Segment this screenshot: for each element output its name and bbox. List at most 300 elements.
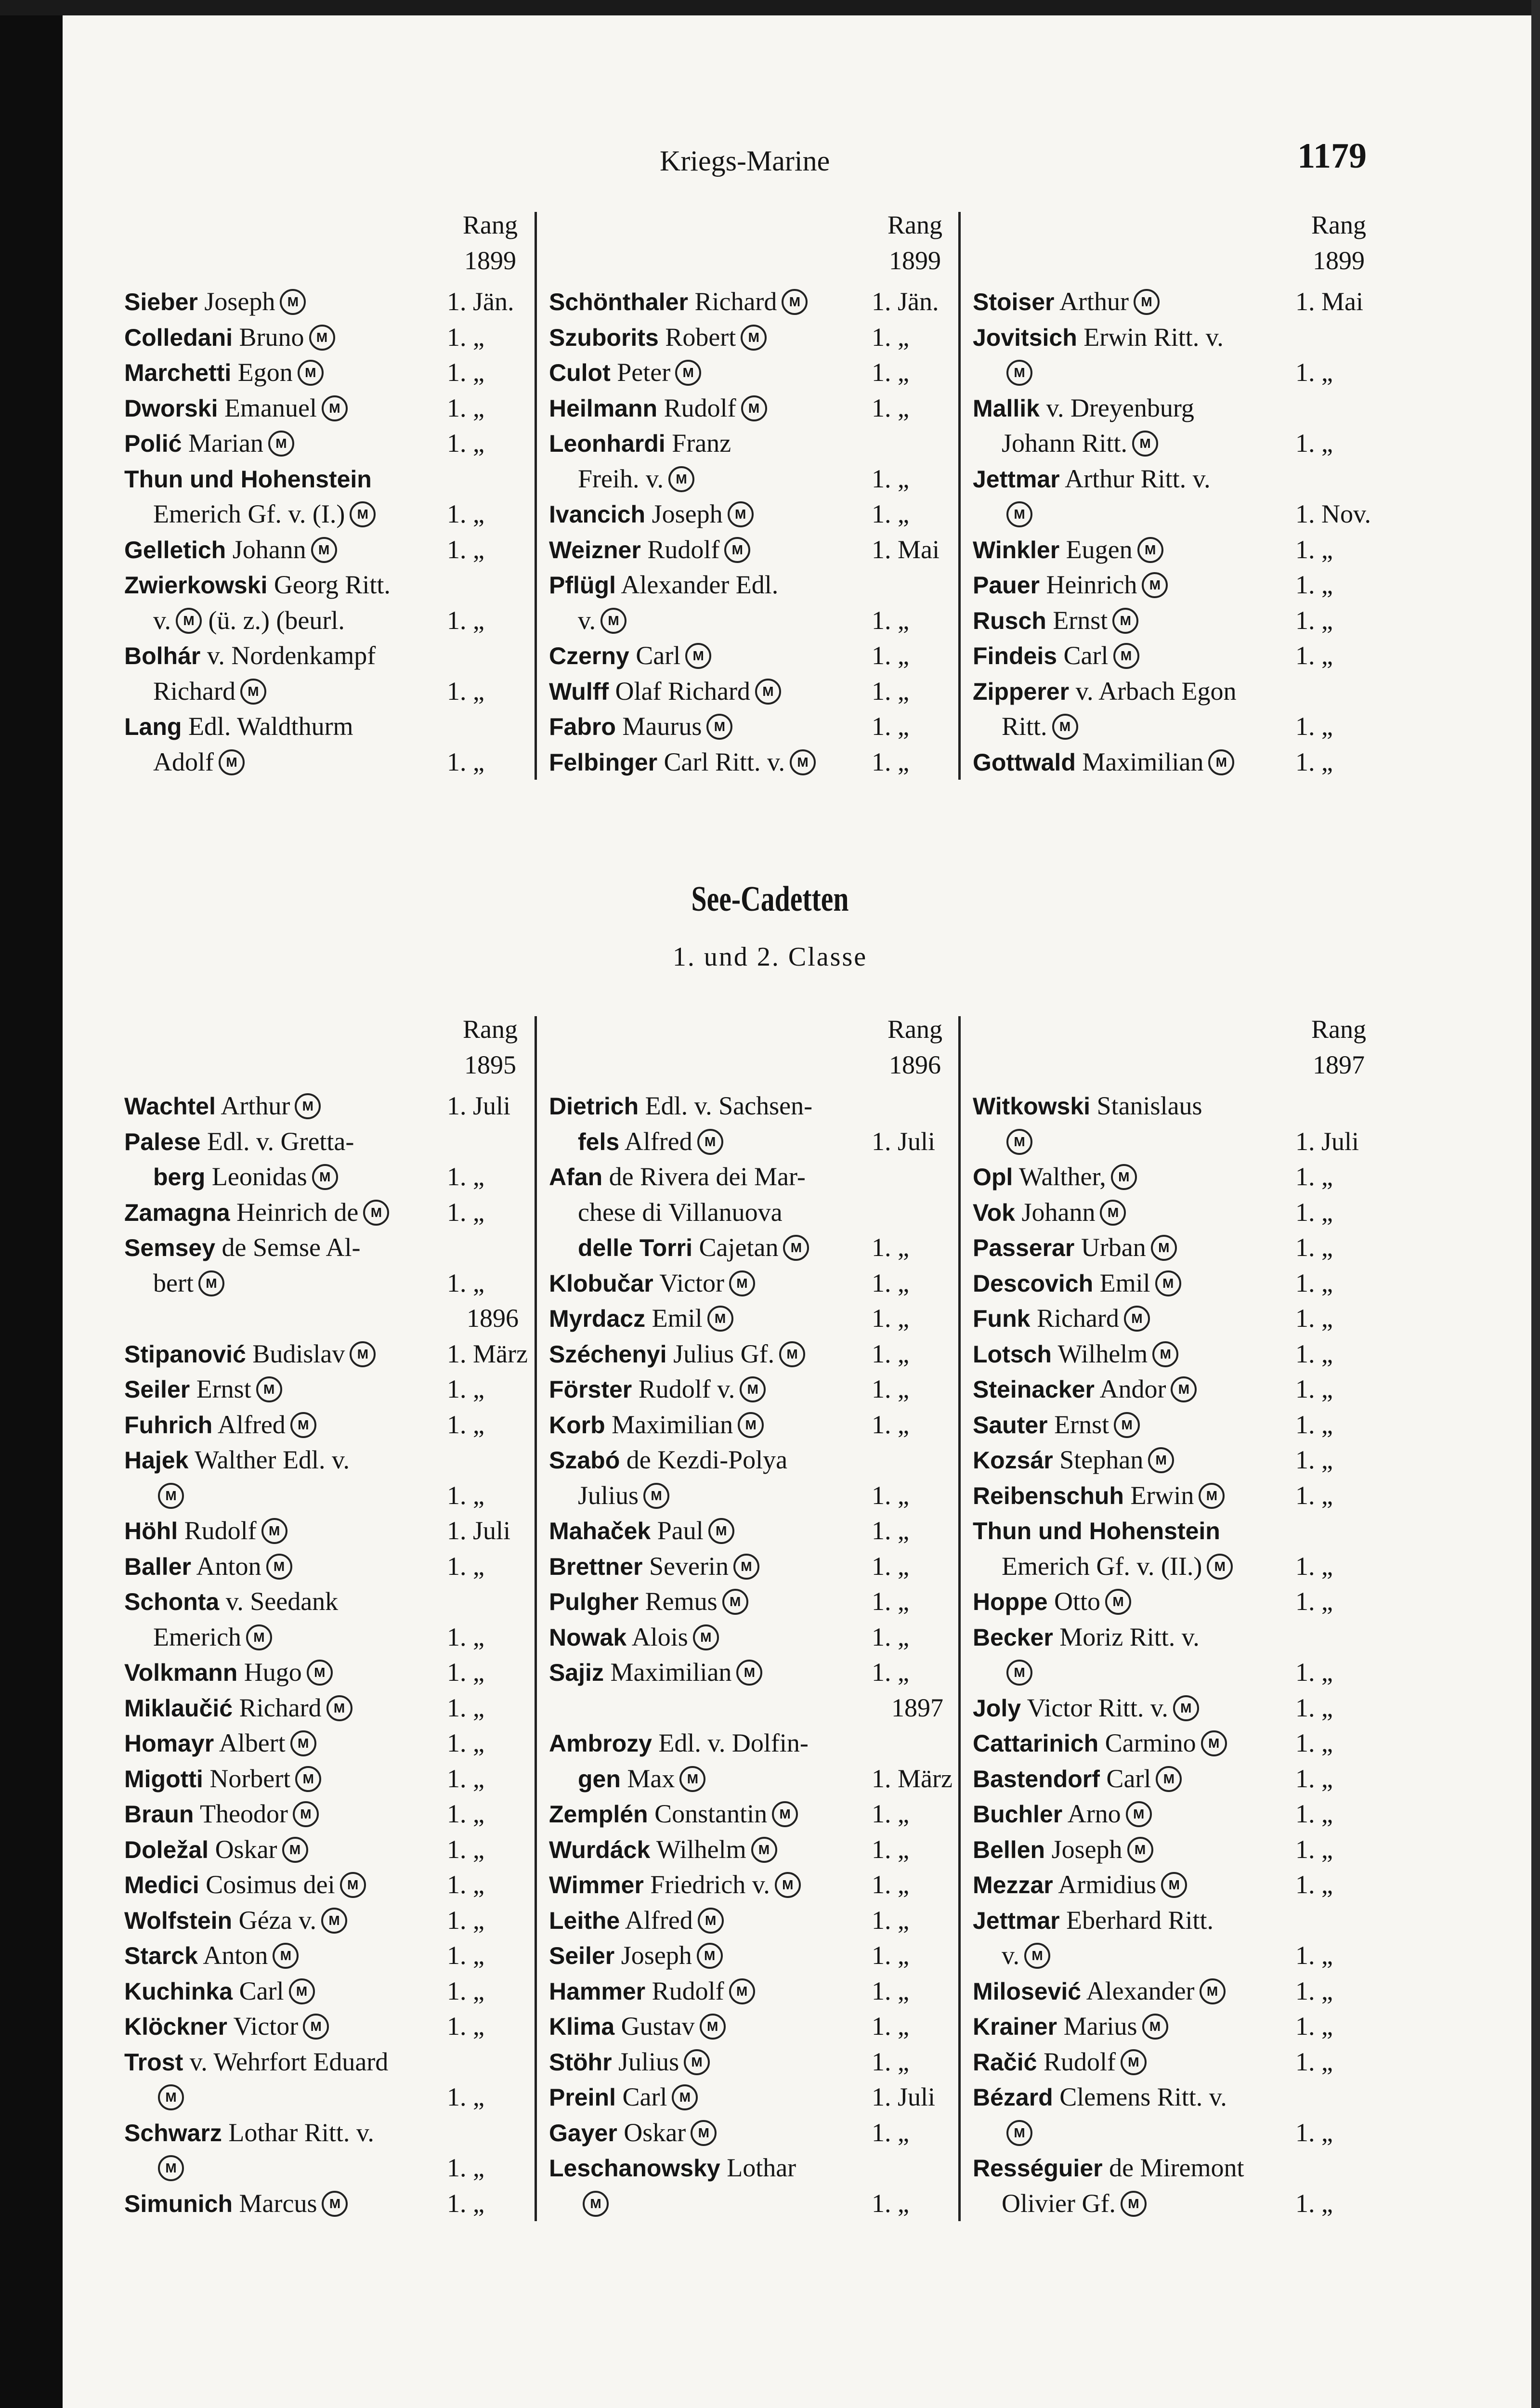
given-names: v. Nordenkampf <box>207 641 376 670</box>
rank-date: 1. Juli <box>1295 1126 1359 1156</box>
rank-date: 1. „ <box>1295 1728 1333 1757</box>
list-item <box>124 2044 538 2080</box>
given-names: Emerich <box>153 1622 241 1651</box>
surname: Förster <box>549 1376 632 1403</box>
given-names: Leonidas <box>211 1162 307 1191</box>
list-item <box>124 1442 538 1478</box>
given-names: Carl <box>1063 641 1109 670</box>
given-names: Cosimus dei <box>206 1870 335 1899</box>
rank-date: 1. „ <box>447 393 484 422</box>
rank-date: 1. „ <box>447 1658 484 1687</box>
given-names: Julius <box>578 1480 639 1510</box>
surname: Simunich <box>124 2190 233 2217</box>
list-item <box>973 709 1387 745</box>
list-item <box>973 1726 1387 1761</box>
surname: Szabó <box>549 1447 620 1474</box>
rank-date: 1. „ <box>872 1799 909 1828</box>
list-item <box>549 1407 963 1443</box>
entry-list <box>124 1088 538 2221</box>
rank-date: 1. „ <box>872 676 909 706</box>
list-item <box>973 1867 1387 1903</box>
rank-date: 1. „ <box>1295 570 1333 599</box>
m-circle-icon: M <box>198 1270 224 1296</box>
given-names: Julius <box>618 2047 679 2076</box>
given-names: v. Dreyenburg <box>1046 393 1194 422</box>
rank-date: 1. „ <box>447 1834 484 1864</box>
m-circle-icon: M <box>779 1341 805 1367</box>
given-names: Budislav <box>252 1339 345 1368</box>
surname: Klima <box>549 2013 615 2040</box>
rang-label: Rang <box>463 1015 518 1044</box>
given-names: Marius <box>1063 2012 1137 2041</box>
rank-date: 1. „ <box>447 358 484 387</box>
given-names: Alexander <box>1086 1976 1195 2005</box>
rank-date: 1. Nov. <box>1295 499 1371 528</box>
surname: Bolhár <box>124 642 201 669</box>
list-item <box>973 1159 1387 1195</box>
surname: Trost <box>124 2048 183 2076</box>
given-names: Wilhelm <box>656 1834 746 1864</box>
list-item <box>124 1549 538 1584</box>
surname: Sajiz <box>549 1659 604 1686</box>
m-circle-icon: M <box>755 679 781 705</box>
m-circle-icon: M <box>321 1908 347 1934</box>
m-circle-icon: M <box>282 1837 308 1863</box>
rank-date: 1. „ <box>1295 1197 1333 1227</box>
list-item <box>973 2080 1387 2115</box>
rank-date: 1. „ <box>872 1410 909 1439</box>
rank-date: 1. „ <box>872 393 909 422</box>
column-3 <box>973 1011 1387 2240</box>
surname: Wachtel <box>124 1093 216 1120</box>
m-circle-icon: M <box>1006 2120 1032 2146</box>
m-circle-icon: M <box>240 679 266 705</box>
given-names: Maximilian <box>1082 747 1204 776</box>
surname: Witkowski <box>973 1093 1091 1120</box>
rank-date: 1. „ <box>1295 1799 1333 1828</box>
list-item <box>124 2080 538 2115</box>
rank-date: 1. „ <box>1295 2047 1333 2076</box>
m-circle-icon: M <box>751 1837 777 1863</box>
rank-date: 1. „ <box>1295 1410 1333 1439</box>
surname: Thun und Hohenstein <box>973 1518 1220 1544</box>
m-circle-icon: M <box>1006 1660 1032 1686</box>
list-item <box>124 1832 538 1868</box>
list-item <box>973 532 1387 568</box>
surname: Wimmer <box>549 1871 644 1898</box>
given-names: Friedrich v. <box>650 1870 770 1899</box>
m-circle-icon: M <box>736 1660 762 1686</box>
given-names: Andor <box>1099 1374 1166 1403</box>
given-names: Edl. Waldthurm <box>188 712 353 741</box>
m-circle-icon: M <box>708 1518 734 1544</box>
rank-date: 1. „ <box>447 1374 484 1403</box>
m-circle-icon: M <box>729 1270 755 1296</box>
given-names: Victor Ritt. v. <box>1027 1693 1168 1722</box>
list-item <box>973 638 1387 674</box>
m-circle-icon: M <box>280 289 306 315</box>
given-names: Hugo <box>244 1658 302 1687</box>
given-names: Emanuel <box>224 393 317 422</box>
surname: Schwarz <box>124 2119 222 2146</box>
list-item <box>973 1903 1387 1938</box>
rank-date: 1. „ <box>447 429 484 458</box>
rank-date: 1. „ <box>872 1233 909 1262</box>
rank-date: 1. „ <box>1295 1304 1333 1333</box>
surname: Homayr <box>124 1730 214 1757</box>
list-item <box>124 709 538 745</box>
given-names: Arthur <box>221 1091 290 1120</box>
m-circle-icon: M <box>1024 1943 1050 1969</box>
rank-date: 1. „ <box>1295 1870 1333 1899</box>
m-circle-icon: M <box>1151 1235 1177 1261</box>
rank-date: 1. „ <box>447 1480 484 1510</box>
list-item <box>549 532 963 568</box>
m-circle-icon: M <box>1100 1200 1126 1226</box>
surname: Lotsch <box>973 1340 1052 1368</box>
given-names: Richard <box>239 1693 322 1722</box>
surname: Gayer <box>549 2119 617 2146</box>
list-item <box>124 391 538 426</box>
given-names: Robert <box>665 322 736 352</box>
surname: Volkmann <box>124 1659 238 1686</box>
list-item <box>124 1301 538 1336</box>
surname: Steinacker <box>973 1376 1095 1403</box>
list-item <box>549 1195 963 1230</box>
surname: Semsey <box>124 1234 216 1261</box>
surname: Brettner <box>549 1553 643 1580</box>
surname: Marchetti <box>124 359 232 386</box>
given-names: Paul <box>657 1516 704 1545</box>
given-names: Rudolf <box>664 393 736 422</box>
list-item <box>973 355 1387 391</box>
m-circle-icon: M <box>672 2084 698 2110</box>
list-item <box>549 745 963 780</box>
given-names: Edl. v. Sachsen- <box>645 1091 813 1120</box>
surname: Miklaučić <box>124 1694 233 1722</box>
list-item <box>124 1159 538 1195</box>
m-circle-icon: M <box>307 1660 333 1686</box>
given-names: Alfred <box>217 1410 286 1439</box>
m-circle-icon: M <box>733 1554 759 1580</box>
rank-date: 1. „ <box>447 1622 484 1651</box>
surname: Polić <box>124 430 182 457</box>
list-item <box>549 355 963 391</box>
m-circle-icon: M <box>1208 749 1234 775</box>
rank-date: 1. „ <box>872 712 909 741</box>
list-item <box>549 2115 963 2151</box>
given-names: Walther, <box>1018 1162 1106 1191</box>
given-names: Ernst <box>196 1374 251 1403</box>
given-names: Norbert <box>209 1764 291 1793</box>
list-item <box>124 1088 538 1124</box>
column-divider <box>535 212 537 780</box>
rang-header <box>867 207 963 278</box>
given-names: Eberhard Ritt. <box>1066 1905 1214 1935</box>
surname: Leschanowsky <box>549 2155 720 2182</box>
list-item <box>549 284 963 320</box>
list-item <box>973 2044 1387 2080</box>
m-circle-icon: M <box>700 2014 726 2040</box>
surname: Mezzar <box>973 1871 1053 1898</box>
list-item <box>124 603 538 639</box>
m-circle-icon: M <box>684 2049 710 2075</box>
entry-list <box>124 284 538 780</box>
list-item <box>973 2115 1387 2151</box>
surname: Seiler <box>124 1376 190 1403</box>
rank-date: 1. „ <box>872 1374 909 1403</box>
surname: Palese <box>124 1128 201 1155</box>
given-names: Constantin <box>654 1799 768 1828</box>
m-circle-icon: M <box>261 1518 287 1544</box>
rang-header <box>1291 1011 1387 1083</box>
m-circle-icon: M <box>729 1978 755 2004</box>
rank-date: 1. „ <box>1295 1480 1333 1510</box>
rank-date: 1. „ <box>447 322 484 352</box>
list-item <box>124 1726 538 1761</box>
surname: Wulff <box>549 678 609 705</box>
m-circle-icon: M <box>312 1164 338 1190</box>
list-item <box>549 1372 963 1407</box>
surname: Höhl <box>124 1518 178 1544</box>
given-names: Géza v. <box>238 1905 316 1935</box>
rank-date: 1. „ <box>872 1339 909 1368</box>
list-item <box>124 461 538 497</box>
surname: Findeis <box>973 642 1057 669</box>
list-item <box>124 426 538 461</box>
given-names: Ritt. <box>1002 712 1047 741</box>
list-item <box>549 1088 963 1124</box>
given-names: Olaf Richard <box>615 676 750 706</box>
rang-header <box>1291 207 1387 278</box>
m-circle-icon: M <box>158 2084 184 2110</box>
rank-date: 1. „ <box>1295 1551 1333 1581</box>
m-circle-icon: M <box>1105 1589 1131 1615</box>
list-item <box>549 1655 963 1690</box>
surname: Szuborits <box>549 324 659 351</box>
m-circle-icon: M <box>1173 1695 1199 1721</box>
list-item <box>124 1974 538 2009</box>
column-divider <box>958 212 961 780</box>
list-item <box>124 1336 538 1372</box>
list-item <box>973 1088 1387 1124</box>
given-names: Emil <box>652 1304 703 1333</box>
list-item <box>973 745 1387 780</box>
m-circle-icon: M <box>741 325 767 351</box>
given-names: de Semse Al- <box>222 1233 361 1262</box>
rank-date: 1. „ <box>447 2012 484 2041</box>
given-names: Emil <box>1099 1268 1150 1297</box>
section-title: See-Cadetten <box>691 879 849 919</box>
list-item <box>549 638 963 674</box>
rank-date: 1. „ <box>1295 1976 1333 2005</box>
scan-border-left <box>0 0 63 2408</box>
given-names: Georg Ritt. <box>274 570 391 599</box>
m-circle-icon: M <box>707 1306 733 1332</box>
surname: Dworski <box>124 394 218 422</box>
rank-date: 1. „ <box>872 1870 909 1899</box>
list-item <box>973 1478 1387 1514</box>
m-circle-icon: M <box>740 1376 766 1402</box>
given-names: Arthur Ritt. v. <box>1065 464 1211 493</box>
rank-date: 1. „ <box>1295 2118 1333 2147</box>
list-item <box>973 1372 1387 1407</box>
given-names: bert <box>153 1268 194 1297</box>
m-circle-icon: M <box>1111 1164 1137 1190</box>
list-item <box>549 1726 963 1761</box>
surname: Bellen <box>973 1836 1045 1863</box>
surname: Wolfstein <box>124 1907 233 1934</box>
rank-date: 1. Juli <box>447 1516 511 1545</box>
column-1 <box>124 1011 538 2240</box>
rank-date: 1. „ <box>1295 1693 1333 1722</box>
list-item <box>549 1867 963 1903</box>
given-names: Heinrich <box>1046 570 1137 599</box>
list-item <box>973 1266 1387 1301</box>
m-circle-icon: M <box>722 1589 748 1615</box>
m-circle-icon: M <box>1124 1306 1150 1332</box>
list-item <box>549 567 963 603</box>
given-names: Stanislaus <box>1096 1091 1202 1120</box>
given-names: de Kezdi-Polya <box>626 1445 788 1474</box>
m-circle-icon: M <box>289 1978 315 2004</box>
rank-date: 1. „ <box>1295 1374 1333 1403</box>
rank-date: 1. „ <box>1295 535 1333 564</box>
surname: Nowak <box>549 1623 627 1651</box>
surname: Lang <box>124 713 182 740</box>
surname: Seiler <box>549 1942 615 1969</box>
given-names: Richard <box>694 287 777 316</box>
list-item <box>549 1549 963 1584</box>
rang-year: 1899 <box>889 246 941 275</box>
m-circle-icon: M <box>1152 1341 1178 1367</box>
m-circle-icon: M <box>311 537 337 563</box>
rang-year-subheading: 1896 <box>467 1304 519 1333</box>
rank-date: 1. „ <box>1295 605 1333 635</box>
list-item <box>549 1336 963 1372</box>
rang-label: Rang <box>1311 210 1366 239</box>
surname: fels <box>578 1128 620 1155</box>
list-item <box>549 2080 963 2115</box>
column-2 <box>549 1011 963 2240</box>
m-circle-icon: M <box>772 1801 798 1827</box>
rang-label: Rang <box>463 210 518 239</box>
list-item <box>973 1761 1387 1797</box>
list-item <box>549 674 963 709</box>
m-circle-icon: M <box>679 1766 705 1792</box>
list-item <box>973 2186 1387 2222</box>
rank-date: 1. „ <box>1295 1268 1333 1297</box>
rank-date: 1. „ <box>1295 1764 1333 1793</box>
m-circle-icon: M <box>600 608 626 634</box>
given-names: Alfred <box>624 1126 692 1156</box>
m-circle-icon: M <box>782 289 808 315</box>
rank-date: 1. „ <box>1295 1339 1333 1368</box>
m-circle-icon: M <box>1127 1837 1153 1863</box>
rank-date: 1. Juli <box>872 2082 936 2111</box>
surname: Jettmar <box>973 465 1060 493</box>
list-item <box>124 1620 538 1655</box>
rank-date: 1. „ <box>1295 2012 1333 2041</box>
surname: Leithe <box>549 1907 620 1934</box>
rang-year: 1896 <box>889 1050 941 1079</box>
surname: Hajek <box>124 1447 189 1474</box>
given-names: Walther Edl. v. <box>194 1445 350 1474</box>
rank-date: 1. Jän. <box>447 287 514 316</box>
given-names: Albert <box>219 1728 286 1757</box>
list-item <box>973 567 1387 603</box>
m-circle-icon: M <box>158 2155 184 2181</box>
given-names: Oskar <box>624 2118 686 2147</box>
list-item <box>973 2150 1387 2186</box>
surname: Stoiser <box>973 288 1055 315</box>
rank-date: 1. „ <box>447 1728 484 1757</box>
m-circle-icon: M <box>697 1943 723 1969</box>
surname: Braun <box>124 1801 194 1828</box>
list-item <box>124 745 538 780</box>
list-item <box>973 461 1387 497</box>
given-names: Rudolf <box>647 535 720 564</box>
list-item <box>973 391 1387 426</box>
surname: Schönthaler <box>549 288 688 315</box>
list-item <box>973 1301 1387 1336</box>
m-circle-icon: M <box>1052 714 1078 740</box>
given-names: Alexander Edl. <box>621 570 779 599</box>
m-circle-icon: M <box>322 395 348 421</box>
m-circle-icon: M <box>219 749 245 775</box>
list-item <box>973 1195 1387 1230</box>
list-item <box>549 1620 963 1655</box>
list-item <box>549 1974 963 2009</box>
list-item <box>549 391 963 426</box>
rank-date: 1. „ <box>447 1905 484 1935</box>
list-item <box>549 1938 963 1974</box>
given-names: Heinrich de <box>236 1197 359 1227</box>
list-item <box>124 284 538 320</box>
surname: Stipanović <box>124 1340 246 1368</box>
given-names: Cajetan <box>699 1233 779 1262</box>
list-item <box>124 1124 538 1160</box>
given-names: v. Seedank <box>225 1587 339 1616</box>
rang-year: 1897 <box>1313 1050 1365 1079</box>
surname: Gelletich <box>124 536 226 563</box>
given-names: v. <box>578 605 596 635</box>
surname: Zemplén <box>549 1801 648 1828</box>
surname: Klöckner <box>124 2013 227 2040</box>
given-names: chese di Villanuova <box>578 1197 783 1227</box>
surname: Ivancich <box>549 501 646 528</box>
m-circle-icon: M <box>738 1412 764 1438</box>
m-circle-icon: M <box>675 360 701 386</box>
surname: Thun und Hohenstein <box>124 465 372 493</box>
surname: Rusch <box>973 607 1046 634</box>
given-names: Edl. v. Gretta- <box>207 1126 354 1156</box>
given-names: Theodor <box>200 1799 288 1828</box>
rank-date: 1. „ <box>872 1941 909 1970</box>
surname: Weizner <box>549 536 641 563</box>
surname: Zipperer <box>973 678 1070 705</box>
m-circle-icon: M <box>583 2191 609 2217</box>
given-names: Marcus <box>239 2188 317 2218</box>
surname: Reibenschuh <box>973 1482 1124 1509</box>
rank-date: 1. „ <box>872 2188 909 2218</box>
list-item <box>549 426 963 461</box>
surname: Culot <box>549 359 611 386</box>
m-circle-icon: M <box>728 501 754 527</box>
list-item <box>124 1796 538 1832</box>
given-names: Adolf <box>153 747 214 776</box>
given-names: v. Wehrfort Eduard <box>189 2047 389 2076</box>
